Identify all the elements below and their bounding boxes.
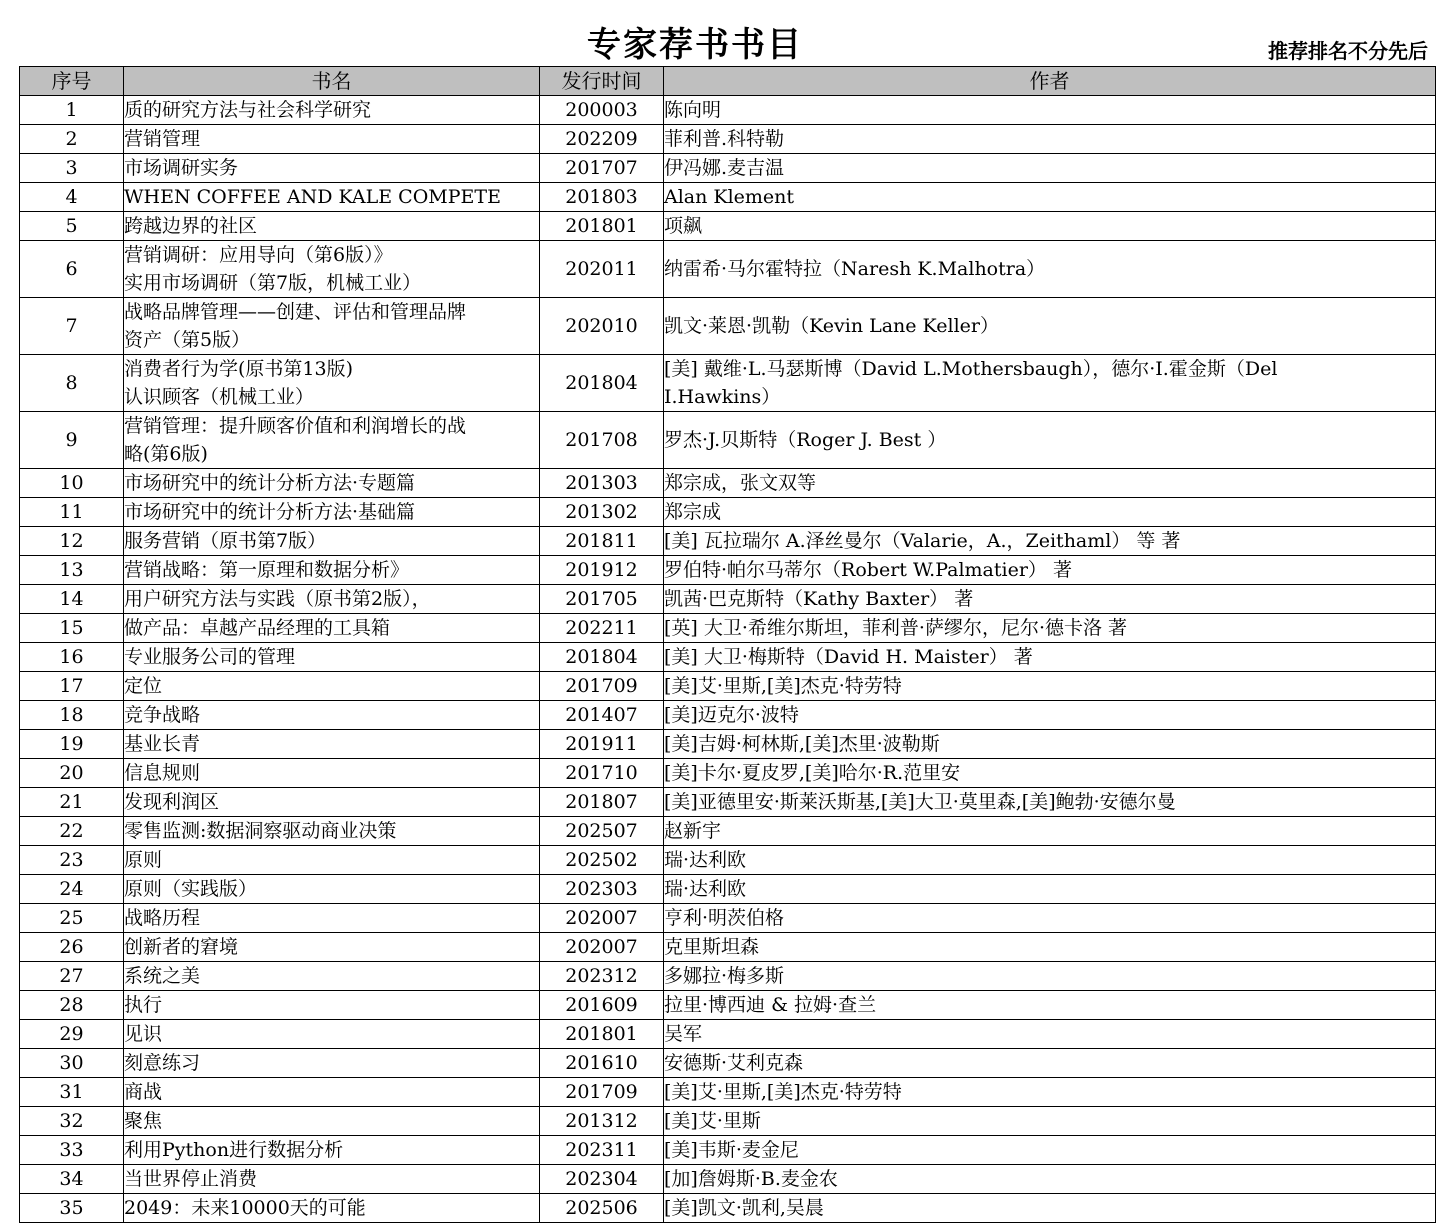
row-number[interactable]: 3: [20, 154, 124, 183]
table-row: [20, 904, 1436, 933]
book-title: 2049：未来10000天的可能: [124, 1197, 366, 1219]
author-cell[interactable]: [664, 1165, 1436, 1194]
publish-date[interactable]: 202312: [540, 962, 664, 991]
row-number[interactable]: 22: [20, 817, 124, 846]
author-cell[interactable]: [664, 759, 1436, 788]
author-cell[interactable]: [664, 96, 1436, 125]
author-cell[interactable]: [664, 701, 1436, 730]
author-name: 罗伯特·帕尔马蒂尔（Robert W.Palmatier） 著: [664, 559, 1072, 581]
author-name: [美]艾·里斯: [664, 1110, 761, 1132]
author-cell[interactable]: [664, 412, 1436, 469]
row-number[interactable]: 18: [20, 701, 124, 730]
book-title: 聚焦: [124, 1110, 163, 1132]
row-number[interactable]: 9: [20, 412, 124, 469]
book-title: 零售监测:数据洞察驱动商业决策: [124, 820, 397, 842]
author-cell[interactable]: [664, 933, 1436, 962]
publish-date[interactable]: 202011: [540, 241, 664, 298]
author-cell[interactable]: [664, 1020, 1436, 1049]
author-name: 拉里·博西迪 & 拉姆·查兰: [664, 994, 877, 1016]
publish-date[interactable]: 202507: [540, 817, 664, 846]
book-title: 消费者行为学(原书第13版): [124, 358, 354, 380]
author-name: [美]凯文·凯利,吴晨: [664, 1197, 824, 1219]
table-row: [20, 1049, 1436, 1078]
author-name: 凯文·莱恩·凯勒（Kevin Lane Keller）: [664, 315, 999, 337]
book-title: 质的研究方法与社会科学研究: [124, 99, 372, 121]
book-title: 营销调研：应用导向（第6版）》: [124, 244, 393, 266]
row-number[interactable]: 17: [20, 672, 124, 701]
book-title-cell[interactable]: [124, 469, 540, 498]
row-number[interactable]: 27: [20, 962, 124, 991]
publish-date[interactable]: 201804: [540, 643, 664, 672]
publish-date[interactable]: 201911: [540, 730, 664, 759]
book-title-cell[interactable]: [124, 241, 540, 298]
book-title: 跨越边界的社区: [124, 215, 258, 237]
book-title: 当世界停止消费: [124, 1168, 258, 1190]
row-number[interactable]: 14: [20, 585, 124, 614]
row-number[interactable]: 11: [20, 498, 124, 527]
table-row: [20, 1020, 1436, 1049]
publish-date[interactable]: 201811: [540, 527, 664, 556]
author-cell[interactable]: [664, 1049, 1436, 1078]
book-title-cell[interactable]: [124, 962, 540, 991]
publish-date[interactable]: 202007: [540, 904, 664, 933]
book-title: 见识: [124, 1023, 163, 1045]
publish-date[interactable]: 201302: [540, 498, 664, 527]
publish-date[interactable]: 202010: [540, 298, 664, 355]
book-title-cell[interactable]: [124, 1078, 540, 1107]
book-title-cell[interactable]: [124, 1020, 540, 1049]
row-number[interactable]: 16: [20, 643, 124, 672]
book-title: 原则: [124, 849, 163, 871]
book-title-cell[interactable]: [124, 759, 540, 788]
author-name: 陈向明: [664, 99, 722, 121]
book-title-cell[interactable]: [124, 183, 540, 212]
book-title-cell[interactable]: [124, 298, 540, 355]
table-row: [20, 846, 1436, 875]
book-title: WHEN COFFEE AND KALE COMPETE: [124, 186, 501, 208]
author-cell[interactable]: [664, 527, 1436, 556]
row-number[interactable]: 28: [20, 991, 124, 1020]
book-title-cell[interactable]: [124, 585, 540, 614]
author-name: [美]亚德里安·斯莱沃斯基,[美]大卫·莫里森,[美]鲍勃·安德尔曼: [664, 791, 1176, 813]
row-number[interactable]: 5: [20, 212, 124, 241]
book-title: 商战: [124, 1081, 163, 1103]
publish-date[interactable]: 201801: [540, 212, 664, 241]
row-number[interactable]: 10: [20, 469, 124, 498]
author-cell[interactable]: [664, 962, 1436, 991]
publish-date[interactable]: 201804: [540, 355, 664, 412]
author-name: 罗杰·J.贝斯特（Roger J. Best ）: [664, 429, 947, 451]
publish-date[interactable]: 202502: [540, 846, 664, 875]
book-title-cell[interactable]: [124, 212, 540, 241]
publish-date[interactable]: 201303: [540, 469, 664, 498]
book-title: 专业服务公司的管理: [124, 646, 296, 668]
row-number[interactable]: 31: [20, 1078, 124, 1107]
row-number[interactable]: 8: [20, 355, 124, 412]
author-cell[interactable]: [664, 212, 1436, 241]
author-name: [加]詹姆斯·B.麦金农: [664, 1168, 838, 1190]
publish-date[interactable]: 202209: [540, 125, 664, 154]
author-name: 瑞·达利欧: [664, 849, 747, 871]
book-title: 发现利润区: [124, 791, 220, 813]
author-name: 伊冯娜.麦吉温: [664, 157, 785, 179]
book-title-cell[interactable]: [124, 412, 540, 469]
table-row: [20, 1107, 1436, 1136]
author-name: [美] 戴维·L.马瑟斯博（David L.Mothersbaugh），德尔·I.霍金斯（Del: [664, 358, 1278, 380]
row-number[interactable]: 1: [20, 96, 124, 125]
book-title: 认识顾客（机械工业）: [124, 386, 315, 408]
book-list-table: [19, 66, 1436, 1223]
row-number[interactable]: 6: [20, 241, 124, 298]
book-title: 营销管理: [124, 128, 201, 150]
publish-date[interactable]: 202311: [540, 1136, 664, 1165]
table-row: [20, 962, 1436, 991]
table-row: [20, 1078, 1436, 1107]
author-name: 吴军: [664, 1023, 703, 1045]
publish-date[interactable]: 201801: [540, 1020, 664, 1049]
book-title: 做产品：卓越产品经理的工具箱: [124, 617, 391, 639]
publish-date[interactable]: 202303: [540, 875, 664, 904]
book-title: 市场调研实务: [124, 157, 239, 179]
book-title-cell[interactable]: [124, 355, 540, 412]
author-name: 郑宗成，张文双等: [664, 472, 817, 494]
column-header-title[interactable]: 书名: [124, 67, 540, 96]
author-cell[interactable]: [664, 991, 1436, 1020]
author-cell[interactable]: [664, 125, 1436, 154]
row-number[interactable]: 4: [20, 183, 124, 212]
row-number[interactable]: 13: [20, 556, 124, 585]
book-title-cell[interactable]: [124, 1049, 540, 1078]
book-title-cell[interactable]: [124, 1107, 540, 1136]
row-number[interactable]: 30: [20, 1049, 124, 1078]
book-title-cell[interactable]: [124, 730, 540, 759]
row-number[interactable]: 34: [20, 1165, 124, 1194]
table-row: [20, 355, 1436, 412]
author-name: 多娜拉·梅多斯: [664, 965, 785, 987]
author-name: 安德斯·艾利克森: [664, 1052, 804, 1074]
table-row: [20, 759, 1436, 788]
author-cell[interactable]: [664, 1107, 1436, 1136]
book-title-cell[interactable]: [124, 904, 540, 933]
book-title: 资产（第5版）: [124, 329, 251, 351]
table-row: [20, 241, 1436, 298]
row-number[interactable]: 7: [20, 298, 124, 355]
book-title-cell[interactable]: [124, 643, 540, 672]
book-title: 略(第6版): [124, 443, 208, 465]
table-row: [20, 527, 1436, 556]
book-title: 基业长青: [124, 733, 201, 755]
author-name: 项飙: [664, 215, 703, 237]
publish-date[interactable]: 201807: [540, 788, 664, 817]
table-row: [20, 154, 1436, 183]
author-cell[interactable]: [664, 875, 1436, 904]
row-number[interactable]: 20: [20, 759, 124, 788]
page-title: 专家荐书书目: [587, 25, 803, 65]
publish-date[interactable]: 201709: [540, 672, 664, 701]
book-title-cell[interactable]: [124, 614, 540, 643]
author-name: 菲利普.科特勒: [664, 128, 785, 150]
author-cell[interactable]: [664, 241, 1436, 298]
book-title: 创新者的窘境: [124, 936, 239, 958]
table-row: [20, 556, 1436, 585]
book-title: 实用市场调研（第7版，机械工业）: [124, 272, 422, 294]
publish-date[interactable]: 201312: [540, 1107, 664, 1136]
book-title: 战略品牌管理——创建、评估和管理品牌: [124, 301, 467, 323]
table-row: [20, 875, 1436, 904]
book-title: 市场研究中的统计分析方法·专题篇: [124, 472, 416, 494]
author-name: [美]吉姆·柯林斯,[美]杰里·波勒斯: [664, 733, 940, 755]
author-name: [美] 瓦拉瑞尔 A.泽丝曼尔（Valarie，A.，Zeithaml） 等 著: [664, 530, 1181, 552]
publish-date[interactable]: 201710: [540, 759, 664, 788]
table-row: [20, 498, 1436, 527]
author-cell[interactable]: [664, 672, 1436, 701]
table-row: [20, 96, 1436, 125]
book-title-cell[interactable]: [124, 556, 540, 585]
table-row: [20, 933, 1436, 962]
publish-date[interactable]: 202304: [540, 1165, 664, 1194]
author-name: 亨利·明茨伯格: [664, 907, 785, 929]
author-cell[interactable]: [664, 1136, 1436, 1165]
table-row: [20, 817, 1436, 846]
table-row: [20, 212, 1436, 241]
book-title: 执行: [124, 994, 163, 1016]
author-cell[interactable]: [664, 904, 1436, 933]
column-header-author[interactable]: 作者: [664, 67, 1436, 96]
book-title-cell[interactable]: [124, 991, 540, 1020]
author-name: 赵新宇: [664, 820, 722, 842]
publish-date[interactable]: 202211: [540, 614, 664, 643]
author-cell[interactable]: [664, 788, 1436, 817]
row-number[interactable]: 35: [20, 1194, 124, 1223]
book-title: 战略历程: [124, 907, 201, 929]
book-title: 原则（实践版）: [124, 878, 258, 900]
row-number[interactable]: 21: [20, 788, 124, 817]
author-name: [美]卡尔·夏皮罗,[美]哈尔·R.范里安: [664, 762, 961, 784]
author-name: I.Hawkins）: [664, 386, 781, 408]
author-cell[interactable]: [664, 556, 1436, 585]
book-title: 服务营销（原书第7版）: [124, 530, 327, 552]
row-number[interactable]: 33: [20, 1136, 124, 1165]
book-title-cell[interactable]: [124, 498, 540, 527]
publish-date[interactable]: 201707: [540, 154, 664, 183]
row-number[interactable]: 23: [20, 846, 124, 875]
row-number[interactable]: 29: [20, 1020, 124, 1049]
book-title: 市场研究中的统计分析方法·基础篇: [124, 501, 416, 523]
row-number[interactable]: 25: [20, 904, 124, 933]
publish-date[interactable]: 202506: [540, 1194, 664, 1223]
author-name: 瑞·达利欧: [664, 878, 747, 900]
book-title-cell[interactable]: [124, 846, 540, 875]
book-title: 竞争战略: [124, 704, 201, 726]
author-cell[interactable]: [664, 730, 1436, 759]
column-header-date[interactable]: 发行时间: [540, 67, 664, 96]
row-number[interactable]: 2: [20, 125, 124, 154]
ranking-note: 推荐排名不分先后: [1268, 39, 1428, 63]
author-name: 凯茜·巴克斯特（Kathy Baxter） 著: [664, 588, 974, 610]
author-cell[interactable]: [664, 846, 1436, 875]
author-name: [美]迈克尔·波特: [664, 704, 799, 726]
book-title: 信息规则: [124, 762, 201, 784]
author-cell[interactable]: [664, 298, 1436, 355]
author-name: [英] 大卫·希维尔斯坦，菲利普·萨缪尔，尼尔·德卡洛 著: [664, 617, 1128, 639]
book-title-cell[interactable]: [124, 1165, 540, 1194]
publish-date[interactable]: 201609: [540, 991, 664, 1020]
author-cell[interactable]: [664, 614, 1436, 643]
author-cell[interactable]: [664, 154, 1436, 183]
row-number[interactable]: 15: [20, 614, 124, 643]
book-title: 用户研究方法与实践（原书第2版），: [124, 588, 431, 610]
publish-date[interactable]: 201705: [540, 585, 664, 614]
publish-date[interactable]: 201912: [540, 556, 664, 585]
publish-date[interactable]: 201709: [540, 1078, 664, 1107]
publish-date[interactable]: 201610: [540, 1049, 664, 1078]
book-title: 刻意练习: [124, 1052, 201, 1074]
table-row: [20, 701, 1436, 730]
book-title: 利用Python进行数据分析: [124, 1139, 344, 1161]
book-title-cell[interactable]: [124, 788, 540, 817]
book-title-cell[interactable]: [124, 154, 540, 183]
book-title-cell[interactable]: [124, 527, 540, 556]
row-number[interactable]: 32: [20, 1107, 124, 1136]
author-cell[interactable]: [664, 643, 1436, 672]
author-name: [美] 大卫·梅斯特（David H. Maister） 著: [664, 646, 1033, 668]
row-number[interactable]: 26: [20, 933, 124, 962]
book-title-cell[interactable]: [124, 672, 540, 701]
publish-date[interactable]: 201803: [540, 183, 664, 212]
table-row: [20, 125, 1436, 154]
author-name: [美]韦斯·麦金尼: [664, 1139, 799, 1161]
author-cell[interactable]: [664, 469, 1436, 498]
table-row: [20, 672, 1436, 701]
table-row: [20, 991, 1436, 1020]
table-row: [20, 1165, 1436, 1194]
book-title-cell[interactable]: [124, 1136, 540, 1165]
author-name: 郑宗成: [664, 501, 722, 523]
author-cell[interactable]: [664, 585, 1436, 614]
table-row: [20, 730, 1436, 759]
row-number[interactable]: 24: [20, 875, 124, 904]
publish-date[interactable]: 200003: [540, 96, 664, 125]
table-row: [20, 1136, 1436, 1165]
author-cell[interactable]: [664, 817, 1436, 846]
table-row: [20, 469, 1436, 498]
book-title: 系统之美: [124, 965, 201, 987]
table-row: [20, 643, 1436, 672]
author-name: [美]艾·里斯,[美]杰克·特劳特: [664, 675, 902, 697]
book-title-cell[interactable]: [124, 96, 540, 125]
publish-date[interactable]: 201407: [540, 701, 664, 730]
header-row: [20, 67, 1436, 96]
table-row: [20, 298, 1436, 355]
table-row: [20, 412, 1436, 469]
table-row: [20, 614, 1436, 643]
author-cell[interactable]: [664, 498, 1436, 527]
column-header-number[interactable]: 序号: [20, 67, 124, 96]
book-title: 营销战略：第一原理和数据分析》: [124, 559, 410, 581]
book-title-cell[interactable]: [124, 125, 540, 154]
book-title: 营销管理：提升顾客价值和利润增长的战: [124, 415, 467, 437]
author-cell[interactable]: [664, 1078, 1436, 1107]
author-cell[interactable]: [664, 183, 1436, 212]
author-cell[interactable]: [664, 355, 1436, 412]
row-number[interactable]: 19: [20, 730, 124, 759]
book-title-cell[interactable]: [124, 875, 540, 904]
table-row: [20, 788, 1436, 817]
author-name: Alan Klement: [664, 186, 795, 208]
table-row: [20, 183, 1436, 212]
row-number[interactable]: 12: [20, 527, 124, 556]
table-row: [20, 1194, 1436, 1223]
author-name: [美]艾·里斯,[美]杰克·特劳特: [664, 1081, 902, 1103]
publish-date[interactable]: 202007: [540, 933, 664, 962]
author-name: 克里斯坦森: [664, 936, 760, 958]
author-name: 纳雷希·马尔霍特拉（Naresh K.Malhotra）: [664, 258, 1046, 280]
book-title-cell[interactable]: [124, 701, 540, 730]
book-title-cell[interactable]: [124, 933, 540, 962]
book-title-cell[interactable]: [124, 817, 540, 846]
book-title: 定位: [124, 675, 163, 697]
book-title-cell[interactable]: [124, 1194, 540, 1223]
publish-date[interactable]: 201708: [540, 412, 664, 469]
author-cell[interactable]: [664, 1194, 1436, 1223]
table-row: [20, 585, 1436, 614]
